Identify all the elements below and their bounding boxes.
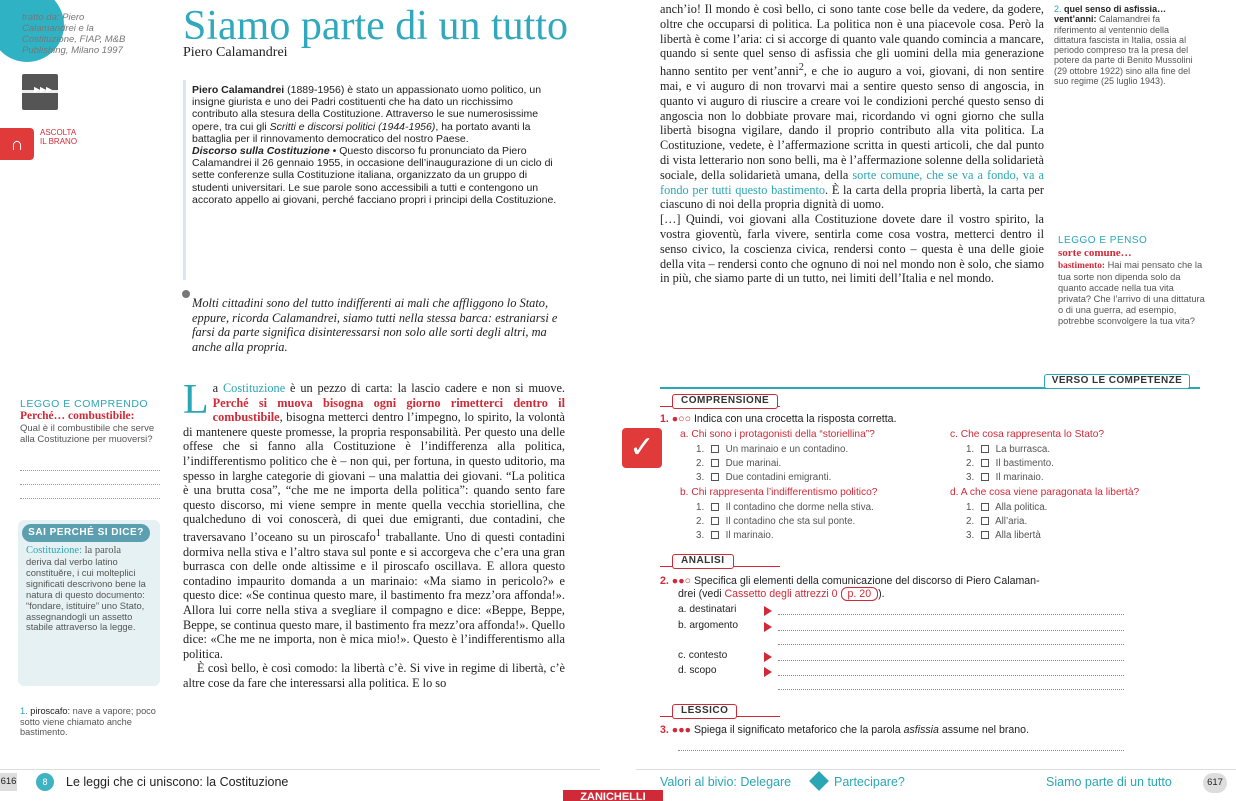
- field-destinatari: a. destinatari: [678, 604, 737, 615]
- option-a-2[interactable]: 2. Due marinai.: [696, 458, 782, 469]
- analisi-tag: ANALISI: [672, 554, 734, 569]
- checkmark-icon: ✓: [622, 428, 662, 468]
- footer-rule: [636, 769, 1236, 770]
- option-b-3[interactable]: 3. Il marinaio.: [696, 530, 774, 541]
- footer-running-title: Siamo parte di un tutto: [1046, 775, 1172, 789]
- arrow-icon: [764, 606, 772, 616]
- page-title: Siamo parte di un tutto: [183, 3, 568, 49]
- arrow-icon: [764, 667, 772, 677]
- option-d-3[interactable]: 3. Alla libertà: [966, 530, 1041, 541]
- source-note: tratto da: Piero Calamandrei e la Costituzione, FIAP, M&B Publishing, Milano 1997: [22, 12, 126, 56]
- page-ref-link[interactable]: p. 20: [841, 587, 879, 601]
- leggo-comprendo-question: Qual è il combustibile che serve alla Costituzione per muoversi?: [20, 423, 155, 445]
- quote-dot: [182, 290, 190, 298]
- answer-line[interactable]: [778, 630, 1124, 631]
- answer-line[interactable]: [20, 484, 160, 485]
- answer-line[interactable]: [678, 750, 1124, 751]
- chapter-number: 8: [36, 773, 54, 791]
- footnote-2: 2. quel senso di asfissia… vent’anni: Calamandrei fa riferimento al ventennio della dittatura fascista in Italia, ossia al periodo compreso tra la presa del potere da parte di Benito Mussolini (29 ottobre 1922) sino alla fine del suo regime (25 luglio 1943).: [1054, 4, 1193, 87]
- publisher-logo: ZANICHELLI: [563, 790, 663, 801]
- page-number-right: 617: [1203, 773, 1227, 793]
- answer-line[interactable]: [778, 689, 1124, 690]
- arrow-icon: [764, 622, 772, 632]
- right-main-text: anch’io! Il mondo è così bello, ci sono tante cose belle da vedere, da godere, oltre che occuparsi di politica. La politica non è una piacevole cosa. Però la libertà è come l’aria: ci si accorge di quanto vale quando comincia a mancare, quando si sente quel senso di asfissia che gli uomini della mia generazione hanno sentito per vent’anni$^2$, e che io auguro a voi, giovani, di non sentire mai, e vi auguro di non trovarvi mai a sentire questo senso di angoscia, in quanto vi auguro di riuscire a creare voi le condizioni perché questo senso di angoscia non lo dobbiate provare mai, ricordando vi ogni giorno che sulla libertà bisogna vigilare, dando il proprio contributo alla vita politica. La Costituzione, vedete, è l’affermazione scritta in questi articoli, che dal punto di vista letterario non sono belli, ma è l’affermazione solenne della solidarietà sociale, della solidarietà umana, della sorte comune, che se va a fondo, va a fondo per tutti questo bastimento. È la carta della propria libertà, la carta per ciascuno di noi della propria dignità di uomo. […] Quindi, voi giovani alla Costituzione dovete dare il vostro spirito, la vostra gioventù, farla vivere, sentirla come cosa vostra, metterci dentro il senso civico, la coscienza civica, rendersi conto – questa è una delle gioie della vita – rendersi conto che ognuno di noi nel mondo non è solo, che siamo in più, che siamo parte di un tutto, nei limiti dell’Italia e nel mondo.: [660, 2, 1044, 286]
- answer-line[interactable]: [20, 470, 160, 471]
- option-b-1[interactable]: 1. Il contadino che dorme nella stiva.: [696, 502, 874, 513]
- page-number-left: 616: [0, 773, 17, 791]
- footer-partecipare: Partecipare?: [834, 775, 905, 789]
- field-argomento: b. argomento: [678, 620, 739, 631]
- headphones-icon[interactable]: ∩: [0, 128, 34, 160]
- leggo-comprendo-title: LEGGO E COMPRENDO: [20, 398, 149, 410]
- question-a: a. Chi sono i protagonisti della “storiellina”?: [680, 429, 875, 440]
- play-icon: ▸▸▸: [34, 82, 53, 96]
- author-name: Piero Calamandrei: [183, 45, 288, 60]
- field-contesto: c. contesto: [678, 650, 728, 661]
- arrow-icon: [764, 652, 772, 662]
- sai-perche-word: Costituzione: la parola: [26, 545, 122, 556]
- option-c-2[interactable]: 2. Il bastimento.: [966, 458, 1054, 469]
- answer-line[interactable]: [778, 644, 1124, 645]
- competenze-tag: VERSO LE COMPETENZE: [1044, 374, 1190, 389]
- question-b: b. Chi rappresenta l’indifferentismo politico?: [680, 487, 878, 498]
- field-scopo: d. scopo: [678, 665, 717, 676]
- footnote-1: 1. piroscafo: nave a vapore; poco sotto viene chiamato anche bastimento.: [20, 706, 156, 737]
- exercise-3-instruction: 3. ●●● Spiega il significato metaforico che la parola asfissia assume nel brano.: [660, 724, 1030, 736]
- answer-line[interactable]: [778, 675, 1124, 676]
- exercise-2-instruction: 2. ●●○ Specifica gli elementi della comunicazione del discorso di Piero Calaman- drei (vedi Cassetto degli attrezzi 0 p. 20 ).: [660, 575, 1040, 600]
- leggo-comprendo-word: Perché… combustibile:: [20, 410, 135, 422]
- option-d-2[interactable]: 2. All’aria.: [966, 516, 1028, 527]
- chapter-title: Le leggi che ci uniscono: la Costituzione: [66, 775, 289, 789]
- question-d: d. A che cosa viene paragonata la libertà?: [950, 487, 1140, 498]
- sai-perche-text: deriva dal verbo latino constituĕre, i cui molteplici significati descrivono bene la natura di questo documento: “fondare, istituire” uno Stato, assegnandogli un assetto stabile attraverso la legge.: [26, 556, 146, 633]
- leggo-penso-title: LEGGO E PENSO: [1058, 235, 1148, 246]
- question-c: c. Che cosa rappresenta lo Stato?: [950, 429, 1105, 440]
- option-c-3[interactable]: 3. Il marinaio.: [966, 472, 1044, 483]
- summary-quote: Molti cittadini sono del tutto indifferenti ai mali che affliggono lo Stato, eppure, ricorda Calamandrei, siamo tutti nella stessa barca: estraniarsi e farsi da parte significa disinteressarsi non solo alle sorti degli altri, ma anche alla propria.: [192, 296, 558, 354]
- diamond-icon: [809, 771, 829, 791]
- comprensione-tag: COMPRENSIONE: [672, 394, 778, 409]
- answer-line[interactable]: [778, 660, 1124, 661]
- audio-label[interactable]: ASCOLTA IL BRANO: [40, 128, 78, 146]
- answer-line[interactable]: [20, 498, 160, 499]
- video-thumbnail[interactable]: [22, 74, 58, 110]
- answer-line[interactable]: [778, 614, 1124, 615]
- option-b-2[interactable]: 2. Il contadino che sta sul ponte.: [696, 516, 856, 527]
- main-text: La Costituzione è un pezzo di carta: la lascio cadere e non si muove. Perché si muova bisogna ogni giorno rimetterci dentro il combustibile, bisogna metterci dentro l’impegno, lo spirito, la volontà di mantenere queste promesse, la propria responsabilità. Per questo una delle offese che si fanno alla Costituzione è l’indifferenza alla politica, l’indifferentismo politico che è – non qui, per fortuna, in questo uditorio, ma spesso in larghe categorie di giovani – una malattia dei giovani. “La politica è una brutta cosa”, “che me ne importa della politica”: quando sento fare questo discorso, mi viene sempre in mente quella vecchia storiellina, che qualcheduno di voi conoscerà, di quei due emigranti, due contadini, che traversavano l’oceano su un piroscafo$^1$ traballante. Uno di questi contadini dormiva nella stiva e l’altro stava sul ponte e si accorgeva che c’era una gran burrasca con delle onde altissime e il piroscafo oscillava. E allora questo contadino impaurito domanda a un marinaio: «Ma siamo in pericolo?» e questo dice: «Se continua questo mare, il bastimento fra mezz’ora affonda!». Allora lui corre nella stiva a svegliare il compagno e dice: «Beppe, Beppe, Beppe, se continua questo mare, il bastimento fra mezz’ora affonda!». Quello dice: «Che me ne importa, non è mica mio!». Questo è l’indifferentismo alla politica. È così bello, è così comodo: la libertà c’è. Si vive in regime di libertà, c’è altre cose da fare che interessarsi alla politica. E lo so: [183, 377, 565, 690]
- exercise-1-instruction: 1. ●○○ Indica con una crocetta la risposta corretta.: [660, 413, 897, 425]
- option-a-3[interactable]: 3. Due contadini emigranti.: [696, 472, 832, 483]
- leggo-penso-text: bastimento: Hai mai pensato che la tua sorte non dipenda solo da quanto accade nella tua vita privata? Che l’arrivo di una dittatura o di una guerra, ad esempio, potrebbe sconvolgere la tua vita?: [1058, 260, 1205, 326]
- footer-rule: [0, 769, 600, 770]
- leggo-penso-word: sorte comune…: [1058, 247, 1132, 259]
- sai-perche-title: SAI PERCHÉ SI DICE?: [22, 524, 150, 542]
- option-c-1[interactable]: 1. La burrasca.: [966, 444, 1051, 455]
- option-a-1[interactable]: 1. Un marinaio e un contadino.: [696, 444, 849, 455]
- intro-text: Piero Calamandrei (1889-1956) è stato un appassionato uomo politico, un insigne giurista e uno dei Padri costituenti che ha dato un ricchissimo contributo alla stesura della Costituzione. Attraverso le sue numerosissime opere, tra cui gli Scritti e discorsi politici (1944-1956), ha portato avanti la battaglia per il rinnovamento democratico del nostro Paese. Discorso sulla Costituzione • Questo discorso fu pronunciato da Piero Calamandrei il 26 gennaio 1955, in occasione dell’inaugurazione di un ciclo di sette conferenze sulla Costituzione italiana, organizzato da un gruppo di studenti universitari. Le sue parole sono accessibili a tutti e contengono un accorato appello ai giovani, perché facciano propri i principi della Costituzione.: [192, 84, 557, 206]
- lessico-tag: LESSICO: [672, 704, 737, 719]
- drop-cap: L: [183, 377, 209, 423]
- option-d-1[interactable]: 1. Alla politica.: [966, 502, 1048, 513]
- footer-valori: Valori al bivio: Delegare: [660, 775, 792, 789]
